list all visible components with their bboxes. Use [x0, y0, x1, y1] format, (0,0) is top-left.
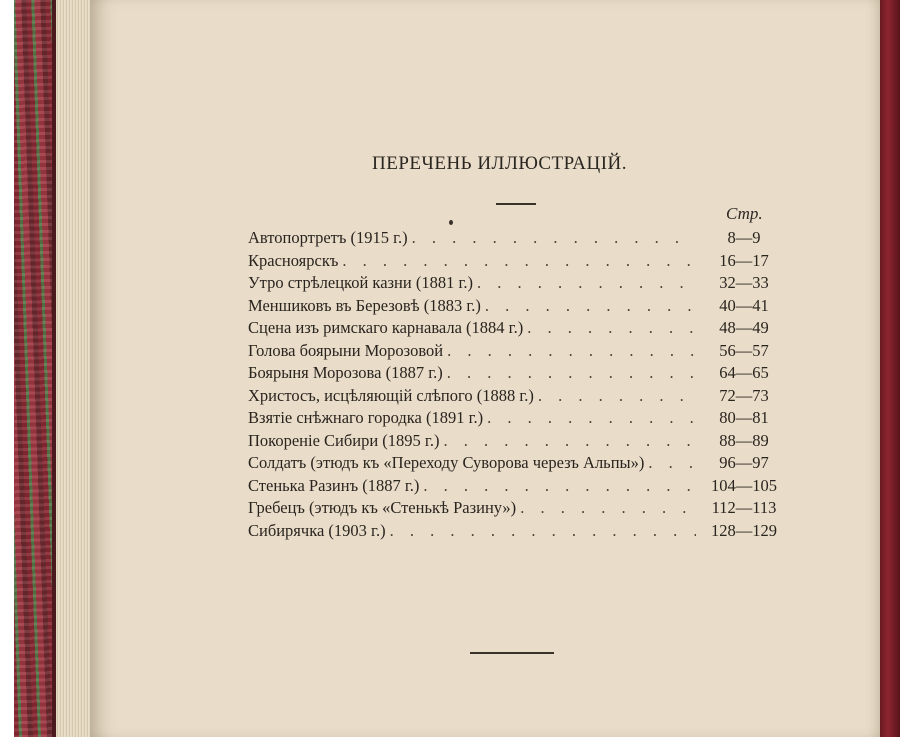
entry-pages: 128—129: [711, 520, 777, 540]
entry-title: Красноярскъ: [248, 250, 339, 270]
list-item: [248, 363, 788, 386]
dot-leader: [520, 498, 696, 518]
list-item: [248, 476, 788, 499]
entry-title: Боярыня Морозова (1887 г.): [248, 363, 443, 382]
entry-title: Меншиковъ въ Березовѣ (1883 г.): [248, 295, 481, 315]
entry-title: Автопортретъ (1915 г.): [248, 228, 408, 247]
book-binding: [14, 0, 54, 737]
entry-pages: 112—113: [711, 498, 777, 517]
entry-title: Христосъ, исцѣляющій слѣпого (1888 г.): [248, 385, 534, 405]
illustrations-list: [248, 228, 788, 543]
dot-leader: [487, 408, 696, 428]
entry-pages: 40—41: [719, 295, 769, 315]
list-item: [248, 228, 788, 251]
entry-pages: 56—57: [719, 340, 769, 360]
entry-pages: 16—17: [719, 250, 769, 270]
list-item: [248, 318, 788, 341]
entry-title: Гребецъ (этюдъ къ «Стенькѣ Разину»): [248, 498, 517, 517]
dot-leader: [485, 296, 696, 316]
entry-title: Сцена изъ римскаго карнавала (1884 г.): [248, 318, 524, 337]
dot-leader: [648, 453, 696, 473]
list-item: [248, 296, 788, 319]
entry-pages: 64—65: [719, 363, 769, 382]
dot-leader: [423, 476, 696, 496]
page-edges: [56, 0, 92, 737]
dot-leader: [443, 431, 696, 451]
dot-leader: [447, 363, 696, 383]
list-item: [248, 521, 788, 544]
entry-pages: 72—73: [719, 385, 769, 405]
entry-title: Стенька Разинъ (1887 г.): [248, 475, 420, 495]
title-rule: [496, 203, 536, 205]
entry-title: Утро стрѣлецкой казни (1881 г.): [248, 273, 473, 292]
entry-pages: 32—33: [719, 273, 769, 292]
list-item: [248, 453, 788, 476]
list-item: [248, 386, 788, 409]
entry-pages: 48—49: [719, 318, 769, 337]
dot-leader: [390, 521, 696, 541]
list-item: [248, 251, 788, 274]
entry-pages: 80—81: [719, 408, 769, 427]
entry-title: Сибирячка (1903 г.): [248, 520, 386, 540]
ink-speck: [449, 220, 453, 225]
dot-leader: [527, 318, 696, 338]
cover-edge: [880, 0, 900, 737]
dot-leader: [412, 228, 696, 248]
dot-leader: [342, 251, 696, 271]
list-item: [248, 431, 788, 454]
dot-leader: [538, 386, 696, 406]
list-item: [248, 498, 788, 521]
entry-title: Солдатъ (этюдъ къ «Переходу Суворова черезъ Альпы»): [248, 453, 645, 472]
end-rule: [470, 652, 554, 654]
entry-pages: 104—105: [711, 475, 777, 495]
entry-title: Голова боярыни Морозовой: [248, 340, 444, 360]
page-title: ПЕРЕЧЕНЬ ИЛЛЮСТРАЦІЙ.: [372, 153, 628, 174]
entry-title: Взятіе снѣжнаго городка (1891 г.): [248, 408, 484, 427]
list-item: [248, 273, 788, 296]
entry-title: Покореніе Сибири (1895 г.): [248, 430, 440, 450]
list-item: [248, 408, 788, 431]
entry-pages: 96—97: [719, 453, 769, 472]
entry-pages: 88—89: [719, 430, 769, 450]
dot-leader: [477, 273, 696, 293]
entry-pages: 8—9: [727, 228, 761, 247]
dot-leader: [447, 341, 696, 361]
pages-column-header: Стр.: [726, 204, 763, 223]
list-item: [248, 341, 788, 364]
